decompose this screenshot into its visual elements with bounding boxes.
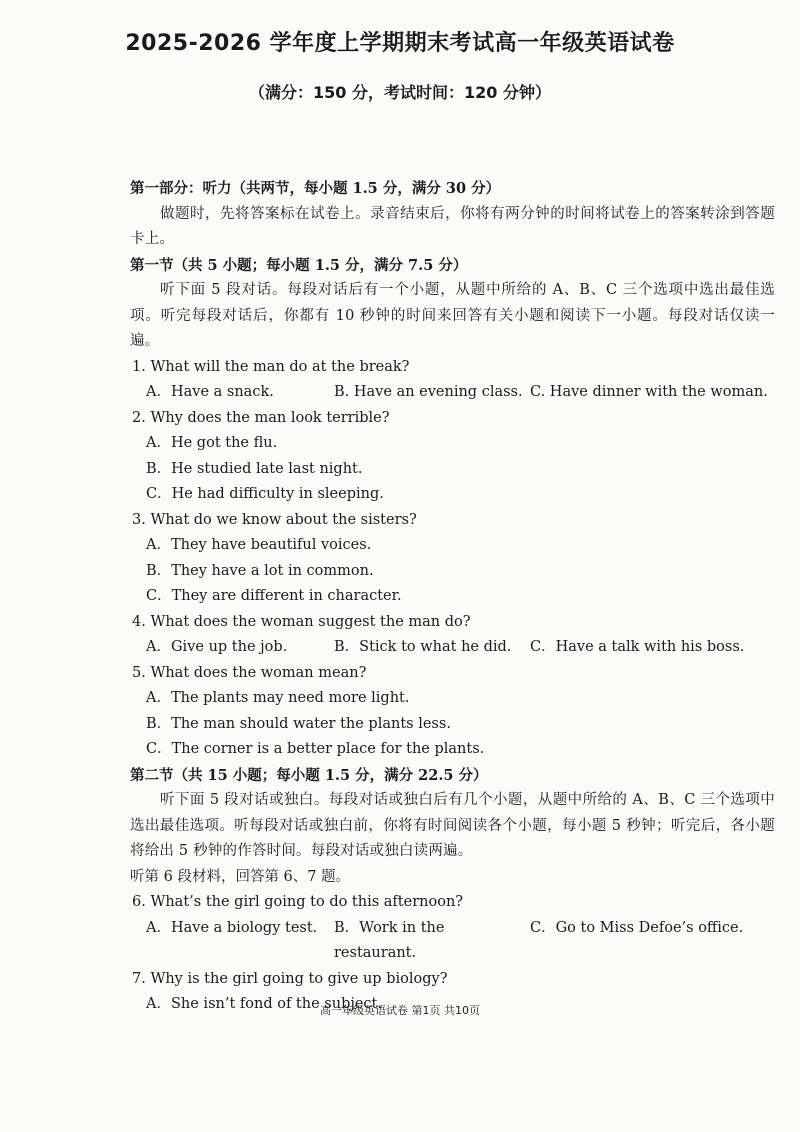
option-c: C. Have dinner with the woman. [530,384,768,400]
question-options [130,380,775,406]
option-b: B. Have an evening class. [334,384,523,400]
option-a: A．They have beautiful voices. [146,537,372,553]
option-a: A．She isn’t fond of the subject. [146,996,382,1012]
question-stem: 6. What’s the girl going to do this afternoon? [132,894,464,910]
option-b: B．Stick to what he did. [334,639,512,655]
page-footer: 高一年级英语试卷 第1页 共10页 [320,1004,480,1017]
option-a: A．Have a snack. [146,384,274,400]
question-options [130,916,775,967]
question-stem: 3. What do we know about the sisters? [132,511,417,528]
question-stem: 4. What does the woman suggest the man do? [132,613,471,630]
option-c: C．Go to Miss Defoe’s office. [530,919,744,936]
section2-heading: 第二节（共 15 小题；每小题 1.5 分，满分 22.5 分） [130,766,488,784]
exam-title: 2025-2026 学年度上学期期末考试高一年级英语试卷 [125,31,675,56]
option-b: B．Work in the restaurant. [334,919,445,961]
material-note: 听第 6 段材料，回答第 6、7 题。 [130,868,351,885]
section1-heading: 第一节（共 5 小题；每小题 1.5 分，满分 7.5 分） [130,256,468,274]
option-a: A．Give up the job. [146,639,288,655]
exam-subtitle: （满分：150 分，考试时间：120 分钟） [249,83,551,102]
option-b: B．They have a lot in common. [146,562,374,579]
question-stem: 1. What will the man do at the break? [132,358,410,375]
option-a: A．The plants may need more light. [146,690,410,706]
question-stem: 7. Why is the girl going to give up biology? [132,970,448,987]
option-c: C．He had difficulty in sleeping. [146,486,384,502]
section2-instruction: 听下面 5 段对话或独白。每段对话或独白后有几个小题，从题中所给的 A、B、C 三个选项中选出最佳选项。听每段对话或独白前，你将有时间阅读各个小题，每小题 5 秒钟；听完后，各小题将给出 5 秒钟的作答时间。每段对话或独白读两遍。 [130,792,775,859]
exam-content [130,176,775,1018]
question-stem: 5. What does the woman mean? [132,664,367,681]
option-a: A．Have a biology test. [146,919,318,936]
option-c: C．The corner is a better place for the plants. [146,741,485,757]
part1-heading: 第一部分：听力（共两节，每小题 1.5 分，满分 30 分） [130,180,501,197]
option-c: C．Have a talk with his boss. [530,639,745,655]
section1-instruction: 听下面 5 段对话。每段对话后有一个小题，从题中所给的 A、B、C 三个选项中选出最佳选项。听完每段对话后，你都有 10 秒钟的时间来回答有关小题和阅读下一小题。每段对话仅读一遍。 [130,282,775,349]
question-options [130,635,775,661]
option-c: C．They are different in character. [146,588,402,604]
option-b: B．He studied late last night. [146,460,363,477]
question-stem: 2. Why does the man look terrible? [132,409,390,426]
part1-instruction: 做题时，先将答案标在试卷上。录音结束后，你将有两分钟的时间将试卷上的答案转涂到答题卡上。 [130,205,775,247]
option-a: A．He got the flu. [146,435,278,451]
option-b: B．The man should water the plants less. [146,715,451,732]
